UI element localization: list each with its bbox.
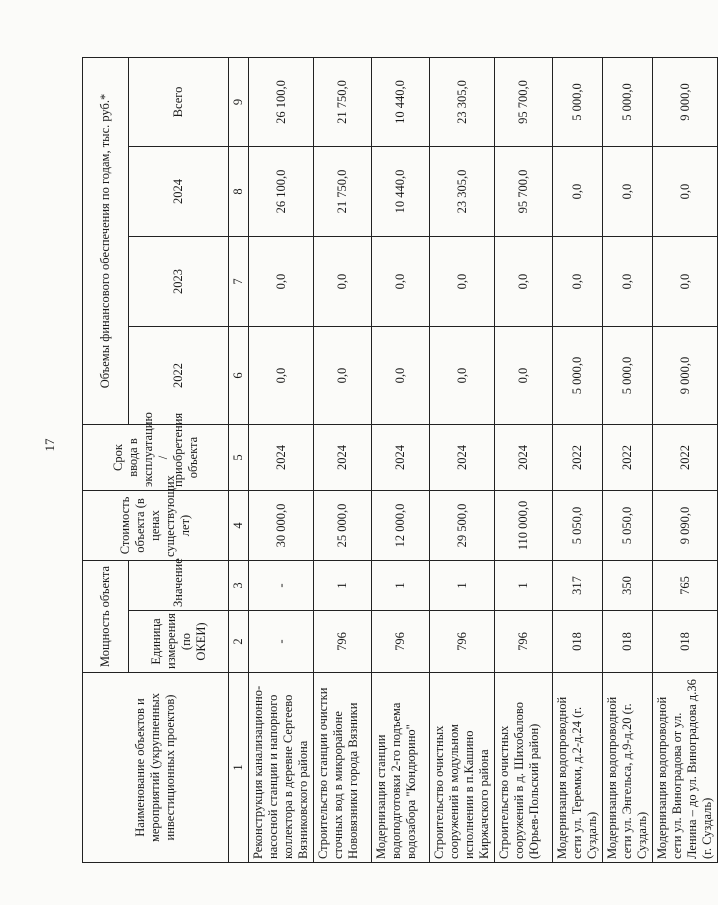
funding-2024: 10 440,0	[372, 147, 430, 237]
commission-year: 2022	[603, 425, 653, 491]
header-term: Срок ввода в эксплуатацию / приобретения объекта	[83, 425, 229, 491]
funding-2023: 0,0	[653, 237, 718, 327]
object-name: Модернизация водопроводной сети ул. Теремки, д.2-д.24 (г. Суздаль)	[553, 673, 603, 863]
object-cost: 5 050,0	[553, 491, 603, 561]
table-row	[314, 58, 372, 863]
object-cost: 30 000,0	[249, 491, 314, 561]
unit-code: 796	[495, 611, 553, 673]
unit-code: 796	[430, 611, 495, 673]
unit-code: 018	[553, 611, 603, 673]
unit-code: -	[249, 611, 314, 673]
object-cost: 12 000,0	[372, 491, 430, 561]
header-cost: Стоимость объекта (в ценах существующих лет)	[83, 491, 229, 561]
funding-2024: 0,0	[603, 147, 653, 237]
header-funding: Объемы финансового обеспечения по годам, тыс. руб.*	[83, 58, 129, 425]
funding-2024: 0,0	[653, 147, 718, 237]
header-2023: 2023	[129, 237, 229, 327]
capacity-value: 350	[603, 561, 653, 611]
funding-2023: 0,0	[372, 237, 430, 327]
column-number: 7	[229, 237, 249, 327]
page-number: 17	[42, 438, 57, 452]
unit-code: 796	[372, 611, 430, 673]
funding-total: 9 000,0	[653, 58, 718, 147]
financing-table	[82, 57, 718, 863]
commission-year: 2022	[553, 425, 603, 491]
funding-2023: 0,0	[553, 237, 603, 327]
object-cost: 25 000,0	[314, 491, 372, 561]
object-name: Строительство очистных сооружений в модульном исполнении в п.Кашино Киржачского района	[430, 673, 495, 863]
commission-year: 2024	[314, 425, 372, 491]
header-total: Всего	[129, 58, 229, 147]
table-row	[553, 58, 603, 863]
column-number: 8	[229, 147, 249, 237]
header-value: Значение	[129, 561, 229, 611]
table-row	[603, 58, 653, 863]
funding-total: 5 000,0	[603, 58, 653, 147]
object-cost: 110 000,0	[495, 491, 553, 561]
commission-year: 2022	[653, 425, 718, 491]
table-row	[249, 58, 314, 863]
object-cost: 29 500,0	[430, 491, 495, 561]
column-number: 1	[229, 673, 249, 863]
column-number: 2	[229, 611, 249, 673]
funding-2022: 0,0	[495, 327, 553, 425]
capacity-value: 1	[495, 561, 553, 611]
funding-2022: 0,0	[249, 327, 314, 425]
funding-2023: 0,0	[603, 237, 653, 327]
funding-total: 21 750,0	[314, 58, 372, 147]
funding-2023: 0,0	[495, 237, 553, 327]
object-name: Реконструкция канализационно-насосной станции и напорного коллектора в деревне Сергеево Вязниковского района	[249, 673, 314, 863]
column-number: 9	[229, 58, 249, 147]
column-number: 6	[229, 327, 249, 425]
commission-year: 2024	[430, 425, 495, 491]
header-name: Наименование объектов и мероприятий (укрупненных инвестиционных проектов)	[83, 673, 229, 863]
column-number: 5	[229, 425, 249, 491]
object-name: Строительство станции очистки сточных вод в микрорайоне Нововязники города Вязники	[314, 673, 372, 863]
funding-2022: 9 000,0	[653, 327, 718, 425]
unit-code: 796	[314, 611, 372, 673]
object-name: Модернизация водопроводной сети ул. Виноградова от ул. Ленина – до ул. Виноградова д.36 (г. Суздаль)	[653, 673, 718, 863]
funding-2022: 5 000,0	[553, 327, 603, 425]
funding-2022: 0,0	[372, 327, 430, 425]
unit-code: 018	[653, 611, 718, 673]
commission-year: 2024	[372, 425, 430, 491]
funding-2024: 26 100,0	[249, 147, 314, 237]
object-name: Модернизация водопроводной сети ул. Энгельса, д.9-д.20 (г. Суздаль)	[603, 673, 653, 863]
capacity-value: 1	[314, 561, 372, 611]
funding-2023: 0,0	[314, 237, 372, 327]
funding-2024: 21 750,0	[314, 147, 372, 237]
capacity-value: 1	[372, 561, 430, 611]
capacity-value: 765	[653, 561, 718, 611]
commission-year: 2024	[495, 425, 553, 491]
funding-2023: 0,0	[249, 237, 314, 327]
column-number: 3	[229, 561, 249, 611]
column-number-row	[229, 58, 249, 863]
table-row	[430, 58, 495, 863]
object-name: Модернизация станции водоподготовки 2-го подъема водозабора "Кондюрино"	[372, 673, 430, 863]
funding-total: 10 440,0	[372, 58, 430, 147]
table-row	[372, 58, 430, 863]
object-name: Строительство очистных сооружений в д. Шихобалово (Юрьев-Польский район)	[495, 673, 553, 863]
funding-total: 26 100,0	[249, 58, 314, 147]
funding-total: 5 000,0	[553, 58, 603, 147]
header-unit: Единица измерения (по ОКЕИ)	[129, 611, 229, 673]
funding-total: 95 700,0	[495, 58, 553, 147]
rotated-page-content	[82, 58, 714, 863]
funding-2022: 0,0	[430, 327, 495, 425]
funding-2023: 0,0	[430, 237, 495, 327]
funding-total: 23 305,0	[430, 58, 495, 147]
capacity-value: -	[249, 561, 314, 611]
commission-year: 2024	[249, 425, 314, 491]
funding-2022: 5 000,0	[603, 327, 653, 425]
funding-2022: 0,0	[314, 327, 372, 425]
unit-code: 018	[603, 611, 653, 673]
object-cost: 9 090,0	[653, 491, 718, 561]
header-capacity: Мощность объекта	[83, 561, 129, 673]
capacity-value: 317	[553, 561, 603, 611]
funding-2024: 95 700,0	[495, 147, 553, 237]
funding-2024: 23 305,0	[430, 147, 495, 237]
funding-2024: 0,0	[553, 147, 603, 237]
column-number: 4	[229, 491, 249, 561]
table-row	[495, 58, 553, 863]
header-2022: 2022	[129, 327, 229, 425]
header-2024: 2024	[129, 147, 229, 237]
capacity-value: 1	[430, 561, 495, 611]
object-cost: 5 050,0	[603, 491, 653, 561]
table-row	[653, 58, 718, 863]
